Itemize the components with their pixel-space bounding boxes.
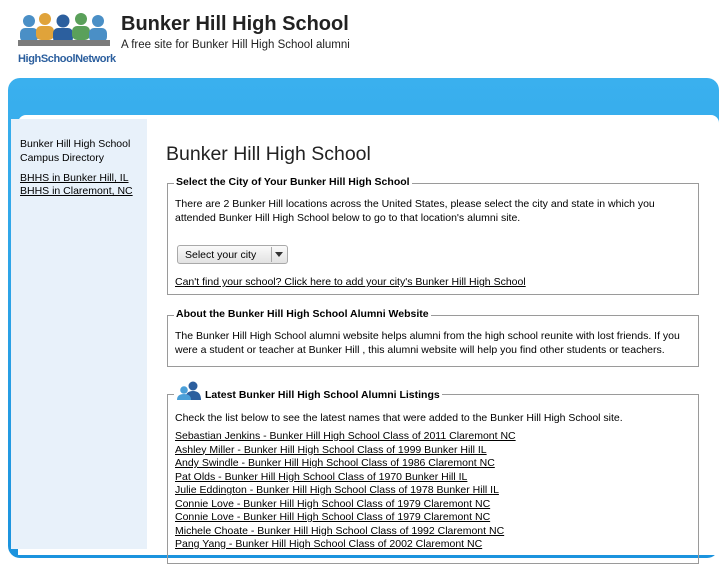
about-box-legend: About the Bunker Hill High School Alumni Website <box>176 308 429 320</box>
alumni-listing-link[interactable]: Sebastian Jenkins - Bunker Hill High School Class of 2011 Claremont NC <box>175 430 516 442</box>
city-box-legend: Select the City of Your Bunker Hill High School <box>176 176 410 188</box>
list-item <box>175 484 516 498</box>
latest-box-legend-text: Latest Bunker Hill High School Alumni Listings <box>205 389 440 401</box>
page-title: Bunker Hill High School <box>166 143 371 165</box>
site-header <box>0 0 727 80</box>
sidebar <box>11 119 147 549</box>
alumni-listing-link[interactable]: Pat Olds - Bunker Hill High School Class of 1970 Bunker Hill IL <box>175 470 468 483</box>
logo-wordmark: HighSchoolNetwork <box>18 53 116 65</box>
alumni-listing-link[interactable]: Connie Love - Bunker Hill High School Class of 1979 Claremont NC <box>175 497 491 510</box>
list-item <box>175 430 516 444</box>
alumni-listing-link[interactable]: Pang Yang - Bunker Hill High School Class of 2002 Claremont NC <box>175 538 483 550</box>
latest-listings-box <box>167 389 699 564</box>
select-divider <box>271 247 272 262</box>
sidebar-link-bunker-hill-il[interactable]: BHHS in Bunker Hill, IL <box>20 172 129 184</box>
latest-box-legend <box>174 381 442 401</box>
site-title: Bunker Hill High School <box>121 13 349 35</box>
list-item <box>175 471 516 485</box>
sidebar-link-claremont-nc[interactable]: BHHS in Claremont, NC <box>20 185 133 197</box>
chevron-down-icon <box>275 252 283 257</box>
alumni-listing-link[interactable]: Julie Eddington - Bunker Hill High School Class of 1978 Bunker Hill IL <box>175 484 499 496</box>
about-box-text: The Bunker Hill High School alumni website helps alumni from the high school reunite with lost friends. If you were a student or teacher at Bunker Hill , this alumni website will help you find other students or teachers. <box>175 330 680 356</box>
alumni-listing-link[interactable]: Michele Choate - Bunker Hill High School Class of 1992 Claremont NC <box>175 524 505 537</box>
main-content <box>147 119 717 549</box>
add-school-link[interactable]: Can't find your school? Click here to add your city's Bunker Hill High School <box>175 276 526 288</box>
people-group-icon <box>18 12 110 52</box>
city-select-value: Select your city <box>185 249 257 261</box>
about-box <box>167 308 699 367</box>
sidebar-links <box>20 172 133 198</box>
city-box-intro: There are 2 Bunker Hill locations across the United States, please select the city and state in which you attended Bunker Hill High School below to go to that location's alumni site. <box>175 198 655 224</box>
latest-box-intro: Check the list below to see the latest names that were added to the Bunker Hill High School site. <box>175 412 623 424</box>
alumni-listing-link[interactable]: Connie Love - Bunker Hill High School Class of 1979 Claremont NC <box>175 511 491 523</box>
alumni-listing-link[interactable]: Andy Swindle - Bunker Hill High School Class of 1986 Claremont NC <box>175 457 495 469</box>
alumni-listings <box>175 430 516 552</box>
list-item <box>175 457 516 471</box>
sidebar-title: Bunker Hill High School Campus Directory <box>20 138 131 164</box>
list-item <box>175 444 516 458</box>
list-item <box>175 525 516 539</box>
alumni-listing-link[interactable]: Ashley Miller - Bunker Hill High School Class of 1999 Bunker Hill IL <box>175 443 487 456</box>
site-tagline: A free site for Bunker Hill High School alumni <box>121 39 350 51</box>
list-item <box>175 498 516 512</box>
list-item <box>175 511 516 525</box>
highschoolnetwork-logo[interactable] <box>18 12 116 70</box>
city-select-box <box>167 176 699 295</box>
people-icon <box>176 381 202 401</box>
city-select[interactable] <box>177 245 288 264</box>
